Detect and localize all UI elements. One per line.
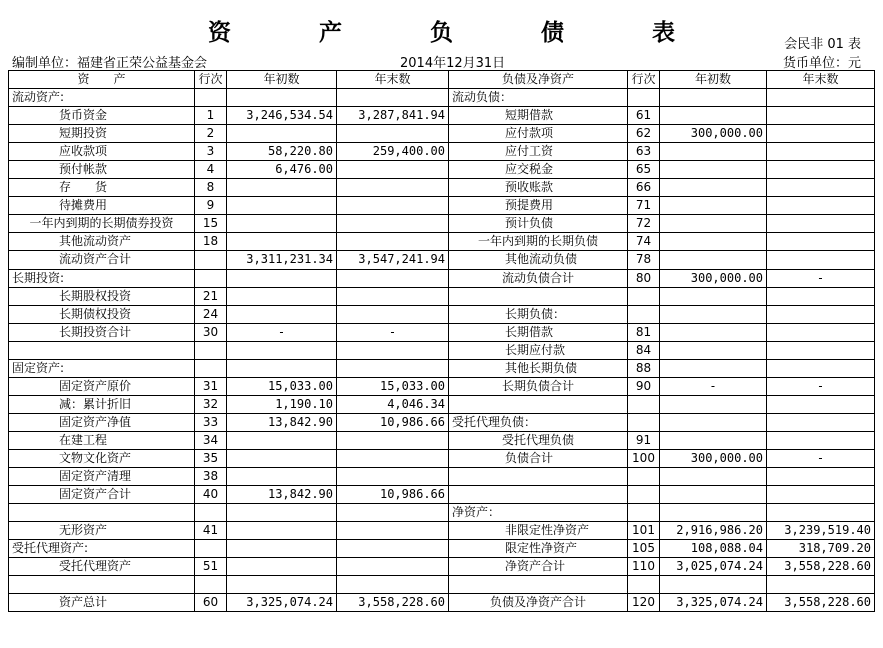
liability-begin-cell: 300,000.00 <box>660 125 767 143</box>
asset-end-cell <box>337 125 449 143</box>
liability-begin-cell <box>660 576 767 594</box>
table-row <box>9 107 875 125</box>
asset-name-cell: 长期投资: <box>9 269 195 287</box>
liability-name-cell: 短期借款 <box>449 107 628 125</box>
liability-begin-cell <box>660 359 767 377</box>
liability-name-cell: 流动负债： <box>449 89 628 107</box>
liability-name-cell: 其他长期负债 <box>449 359 628 377</box>
asset-begin-cell <box>227 504 337 522</box>
liability-name-cell: 非限定性净资产 <box>449 522 628 540</box>
col-header-begin: 年初数 <box>227 71 337 89</box>
asset-name-cell: 在建工程 <box>9 431 195 449</box>
asset-begin-cell: 3,246,534.54 <box>227 107 337 125</box>
asset-end-cell <box>337 179 449 197</box>
asset-line-no-cell: 1 <box>195 107 227 125</box>
liability-end-cell <box>767 125 875 143</box>
table-row <box>9 395 875 413</box>
liability-name-cell <box>449 576 628 594</box>
col-header-end-right: 年末数 <box>767 71 875 89</box>
liability-line-no-cell <box>628 305 660 323</box>
liability-begin-cell <box>660 197 767 215</box>
liability-begin-cell <box>660 341 767 359</box>
liability-end-cell: - <box>767 449 875 467</box>
report-date: 2014年12月31日 <box>400 56 506 71</box>
asset-end-cell <box>337 504 449 522</box>
asset-name-cell: 无形资产 <box>9 522 195 540</box>
table-row <box>9 161 875 179</box>
asset-begin-cell: 13,842.90 <box>227 413 337 431</box>
asset-end-cell <box>337 215 449 233</box>
liability-end-cell <box>767 341 875 359</box>
asset-line-no-cell: 8 <box>195 179 227 197</box>
asset-line-no-cell: 34 <box>195 431 227 449</box>
asset-end-cell <box>337 233 449 251</box>
liability-begin-cell <box>660 504 767 522</box>
asset-name-cell: 固定资产原价 <box>9 377 195 395</box>
liability-end-cell <box>767 287 875 305</box>
table-row <box>9 431 875 449</box>
asset-line-no-cell <box>195 269 227 287</box>
liability-name-cell <box>449 486 628 504</box>
asset-begin-cell: 15,033.00 <box>227 377 337 395</box>
liability-end-cell <box>767 161 875 179</box>
liability-name-cell: 受托代理负债 <box>449 431 628 449</box>
liability-begin-cell <box>660 179 767 197</box>
asset-line-no-cell: 21 <box>195 287 227 305</box>
liability-end-cell <box>767 504 875 522</box>
liability-begin-cell: 3,025,074.24 <box>660 558 767 576</box>
asset-end-cell <box>337 558 449 576</box>
asset-name-cell: 货币资金 <box>9 107 195 125</box>
liability-begin-cell <box>660 287 767 305</box>
asset-line-no-cell: 40 <box>195 486 227 504</box>
asset-line-no-cell: 41 <box>195 522 227 540</box>
liability-end-cell <box>767 359 875 377</box>
col-header-liabilities: 负债及净资产 <box>449 71 628 89</box>
asset-begin-cell <box>227 305 337 323</box>
liability-line-no-cell: 105 <box>628 540 660 558</box>
liability-begin-cell: - <box>660 377 767 395</box>
asset-line-no-cell: 18 <box>195 233 227 251</box>
liability-end-cell <box>767 251 875 269</box>
liability-line-no-cell <box>628 576 660 594</box>
table-row <box>9 377 875 395</box>
asset-end-cell <box>337 287 449 305</box>
liability-line-no-cell: 61 <box>628 107 660 125</box>
liability-line-no-cell: 81 <box>628 323 660 341</box>
asset-name-cell: 待摊费用 <box>9 197 195 215</box>
asset-begin-cell <box>227 233 337 251</box>
liability-line-no-cell <box>628 287 660 305</box>
asset-line-no-cell <box>195 576 227 594</box>
asset-name-cell: 受托代理资产 <box>9 558 195 576</box>
liability-end-cell <box>767 431 875 449</box>
asset-name-cell: 流动资产: <box>9 89 195 107</box>
liability-end-cell <box>767 215 875 233</box>
asset-line-no-cell: 60 <box>195 594 227 612</box>
asset-begin-cell: - <box>227 323 337 341</box>
liability-line-no-cell: 66 <box>628 179 660 197</box>
liability-name-cell: 预计负债 <box>449 215 628 233</box>
liability-name-cell: 预收账款 <box>449 179 628 197</box>
liability-line-no-cell <box>628 395 660 413</box>
liability-end-cell <box>767 486 875 504</box>
liability-begin-cell <box>660 323 767 341</box>
liability-line-no-cell <box>628 468 660 486</box>
asset-name-cell: 短期投资 <box>9 125 195 143</box>
asset-line-no-cell <box>195 251 227 269</box>
table-row <box>9 197 875 215</box>
asset-name-cell: 文物文化资产 <box>9 449 195 467</box>
asset-name-cell: 其他流动资产 <box>9 233 195 251</box>
asset-name-cell: 固定资产合计 <box>9 486 195 504</box>
asset-name-cell: 一年内到期的长期债券投资 <box>9 215 195 233</box>
liability-line-no-cell: 62 <box>628 125 660 143</box>
liability-line-no-cell: 91 <box>628 431 660 449</box>
asset-end-cell <box>337 89 449 107</box>
asset-name-cell: 长期股权投资 <box>9 287 195 305</box>
liability-name-cell: 流动负债合计 <box>449 269 628 287</box>
asset-end-cell <box>337 522 449 540</box>
liability-name-cell: 长期负债： <box>449 305 628 323</box>
asset-begin-cell <box>227 540 337 558</box>
asset-name-cell: 预付帐款 <box>9 161 195 179</box>
liability-line-no-cell: 101 <box>628 522 660 540</box>
asset-end-cell <box>337 540 449 558</box>
table-row <box>9 468 875 486</box>
asset-end-cell <box>337 359 449 377</box>
liability-begin-cell <box>660 251 767 269</box>
table-row <box>9 558 875 576</box>
liability-line-no-cell <box>628 89 660 107</box>
liability-end-cell <box>767 323 875 341</box>
asset-line-no-cell <box>195 540 227 558</box>
asset-end-cell: 4,046.34 <box>337 395 449 413</box>
table-row <box>9 413 875 431</box>
table-row <box>9 287 875 305</box>
asset-begin-cell: 13,842.90 <box>227 486 337 504</box>
table-row <box>9 522 875 540</box>
organization-label: 编制单位：福建省正荣公益基金会 <box>12 56 208 71</box>
liability-line-no-cell: 88 <box>628 359 660 377</box>
asset-begin-cell: 3,311,231.34 <box>227 251 337 269</box>
liability-end-cell <box>767 305 875 323</box>
asset-begin-cell <box>227 576 337 594</box>
asset-line-no-cell: 3 <box>195 143 227 161</box>
liability-end-cell <box>767 576 875 594</box>
liability-name-cell: 一年内到期的长期负债 <box>449 233 628 251</box>
liability-begin-cell <box>660 413 767 431</box>
asset-end-cell <box>337 197 449 215</box>
asset-line-no-cell <box>195 504 227 522</box>
liability-begin-cell <box>660 161 767 179</box>
asset-end-cell: - <box>337 323 449 341</box>
liability-name-cell: 应交税金 <box>449 161 628 179</box>
asset-name-cell: 减：累计折旧 <box>9 395 195 413</box>
liability-name-cell <box>449 287 628 305</box>
asset-begin-cell <box>227 197 337 215</box>
col-header-assets: 资 产 <box>9 71 195 89</box>
table-row <box>9 125 875 143</box>
liability-end-cell <box>767 143 875 161</box>
liability-line-no-cell: 100 <box>628 449 660 467</box>
asset-line-no-cell: 30 <box>195 323 227 341</box>
asset-line-no-cell: 4 <box>195 161 227 179</box>
asset-end-cell: 3,558,228.60 <box>337 594 449 612</box>
liability-end-cell: 3,558,228.60 <box>767 594 875 612</box>
table-row <box>9 215 875 233</box>
asset-begin-cell: 58,220.80 <box>227 143 337 161</box>
liability-begin-cell <box>660 468 767 486</box>
asset-line-no-cell: 9 <box>195 197 227 215</box>
asset-name-cell: 长期债权投资 <box>9 305 195 323</box>
liability-name-cell: 预提费用 <box>449 197 628 215</box>
asset-begin-cell <box>227 179 337 197</box>
liability-end-cell <box>767 89 875 107</box>
table-row <box>9 269 875 287</box>
liability-name-cell <box>449 395 628 413</box>
liability-name-cell: 应付款项 <box>449 125 628 143</box>
asset-begin-cell <box>227 215 337 233</box>
asset-line-no-cell: 35 <box>195 449 227 467</box>
asset-line-no-cell: 2 <box>195 125 227 143</box>
liability-name-cell: 受托代理负债： <box>449 413 628 431</box>
liability-end-cell <box>767 197 875 215</box>
asset-name-cell: 固定资产净值 <box>9 413 195 431</box>
asset-begin-cell: 3,325,074.24 <box>227 594 337 612</box>
table-header-row <box>9 71 875 89</box>
liability-name-cell: 净资产： <box>449 504 628 522</box>
table-row <box>9 449 875 467</box>
liability-begin-cell <box>660 143 767 161</box>
asset-end-cell <box>337 431 449 449</box>
table-row <box>9 341 875 359</box>
asset-begin-cell <box>227 431 337 449</box>
asset-name-cell <box>9 576 195 594</box>
table-row <box>9 540 875 558</box>
liability-end-cell <box>767 413 875 431</box>
asset-name-cell: 固定资产清理 <box>9 468 195 486</box>
asset-begin-cell <box>227 359 337 377</box>
asset-end-cell: 10,986.66 <box>337 486 449 504</box>
liability-line-no-cell: 72 <box>628 215 660 233</box>
table-row <box>9 359 875 377</box>
liability-line-no-cell: 80 <box>628 269 660 287</box>
asset-name-cell <box>9 504 195 522</box>
asset-begin-cell: 1,190.10 <box>227 395 337 413</box>
liability-line-no-cell: 74 <box>628 233 660 251</box>
liability-begin-cell <box>660 89 767 107</box>
asset-end-cell <box>337 269 449 287</box>
liability-name-cell: 净资产合计 <box>449 558 628 576</box>
liability-line-no-cell <box>628 504 660 522</box>
asset-name-cell: 存 货 <box>9 179 195 197</box>
asset-begin-cell <box>227 125 337 143</box>
col-header-end: 年末数 <box>337 71 449 89</box>
asset-line-no-cell: 51 <box>195 558 227 576</box>
liability-name-cell: 长期借款 <box>449 323 628 341</box>
liability-line-no-cell: 84 <box>628 341 660 359</box>
liability-name-cell: 负债及净资产合计 <box>449 594 628 612</box>
liability-line-no-cell: 78 <box>628 251 660 269</box>
liability-begin-cell <box>660 215 767 233</box>
liability-name-cell: 负债合计 <box>449 449 628 467</box>
liability-end-cell: 318,709.20 <box>767 540 875 558</box>
asset-end-cell <box>337 341 449 359</box>
asset-begin-cell <box>227 522 337 540</box>
table-row <box>9 504 875 522</box>
asset-end-cell <box>337 305 449 323</box>
liability-line-no-cell: 65 <box>628 161 660 179</box>
liability-line-no-cell: 90 <box>628 377 660 395</box>
liability-name-cell: 应付工资 <box>449 143 628 161</box>
liability-begin-cell: 300,000.00 <box>660 269 767 287</box>
asset-end-cell <box>337 576 449 594</box>
asset-name-cell: 流动资产合计 <box>9 251 195 269</box>
liability-end-cell <box>767 468 875 486</box>
asset-begin-cell <box>227 449 337 467</box>
asset-end-cell: 3,287,841.94 <box>337 107 449 125</box>
liability-begin-cell: 2,916,986.20 <box>660 522 767 540</box>
asset-begin-cell <box>227 341 337 359</box>
asset-begin-cell: 6,476.00 <box>227 161 337 179</box>
table-row <box>9 305 875 323</box>
asset-line-no-cell: 38 <box>195 468 227 486</box>
liability-end-cell <box>767 179 875 197</box>
liability-name-cell: 长期应付款 <box>449 341 628 359</box>
asset-name-cell <box>9 341 195 359</box>
col-header-line-no: 行次 <box>195 71 227 89</box>
table-row <box>9 251 875 269</box>
liability-name-cell: 限定性净资产 <box>449 540 628 558</box>
liability-begin-cell <box>660 395 767 413</box>
asset-line-no-cell: 33 <box>195 413 227 431</box>
liability-end-cell: - <box>767 377 875 395</box>
liability-begin-cell <box>660 107 767 125</box>
asset-end-cell <box>337 161 449 179</box>
asset-line-no-cell <box>195 89 227 107</box>
table-row <box>9 143 875 161</box>
liability-line-no-cell: 120 <box>628 594 660 612</box>
liability-line-no-cell: 110 <box>628 558 660 576</box>
asset-line-no-cell: 24 <box>195 305 227 323</box>
liability-begin-cell: 108,088.04 <box>660 540 767 558</box>
table-row <box>9 594 875 612</box>
asset-name-cell: 固定资产: <box>9 359 195 377</box>
liability-line-no-cell: 63 <box>628 143 660 161</box>
report-title: 资 产 负 债 表 <box>207 19 716 46</box>
asset-begin-cell <box>227 468 337 486</box>
asset-begin-cell <box>227 558 337 576</box>
asset-name-cell: 资产总计 <box>9 594 195 612</box>
liability-begin-cell: 3,325,074.24 <box>660 594 767 612</box>
col-header-begin-right: 年初数 <box>660 71 767 89</box>
liability-end-cell <box>767 395 875 413</box>
liability-begin-cell <box>660 486 767 504</box>
liability-begin-cell <box>660 431 767 449</box>
asset-name-cell: 长期投资合计 <box>9 323 195 341</box>
liability-end-cell <box>767 107 875 125</box>
asset-line-no-cell: 31 <box>195 377 227 395</box>
table-row <box>9 323 875 341</box>
asset-line-no-cell: 32 <box>195 395 227 413</box>
liability-end-cell <box>767 233 875 251</box>
asset-begin-cell <box>227 287 337 305</box>
col-header-line-no-right: 行次 <box>628 71 660 89</box>
liability-name-cell: 长期负债合计 <box>449 377 628 395</box>
table-row <box>9 486 875 504</box>
table-row <box>9 89 875 107</box>
asset-line-no-cell: 15 <box>195 215 227 233</box>
asset-end-cell: 3,547,241.94 <box>337 251 449 269</box>
liability-end-cell: 3,558,228.60 <box>767 558 875 576</box>
asset-name-cell: 受托代理资产: <box>9 540 195 558</box>
liability-line-no-cell: 71 <box>628 197 660 215</box>
asset-name-cell: 应收款项 <box>9 143 195 161</box>
table-row <box>9 233 875 251</box>
asset-line-no-cell <box>195 359 227 377</box>
liability-begin-cell <box>660 305 767 323</box>
asset-begin-cell <box>227 89 337 107</box>
table-row <box>9 179 875 197</box>
asset-end-cell: 259,400.00 <box>337 143 449 161</box>
liability-begin-cell <box>660 233 767 251</box>
asset-end-cell <box>337 449 449 467</box>
currency-unit: 货币单位：元 <box>782 56 861 71</box>
liability-name-cell: 其他流动负债 <box>449 251 628 269</box>
liability-line-no-cell <box>628 486 660 504</box>
asset-end-cell: 15,033.00 <box>337 377 449 395</box>
liability-name-cell <box>449 468 628 486</box>
table-row <box>9 576 875 594</box>
balance-sheet-table <box>8 70 875 612</box>
liability-end-cell: - <box>767 269 875 287</box>
asset-line-no-cell <box>195 341 227 359</box>
liability-line-no-cell <box>628 413 660 431</box>
asset-end-cell <box>337 468 449 486</box>
liability-begin-cell: 300,000.00 <box>660 449 767 467</box>
asset-end-cell: 10,986.66 <box>337 413 449 431</box>
form-number: 会民非 01 表 <box>784 37 861 52</box>
asset-begin-cell <box>227 269 337 287</box>
liability-end-cell: 3,239,519.40 <box>767 522 875 540</box>
